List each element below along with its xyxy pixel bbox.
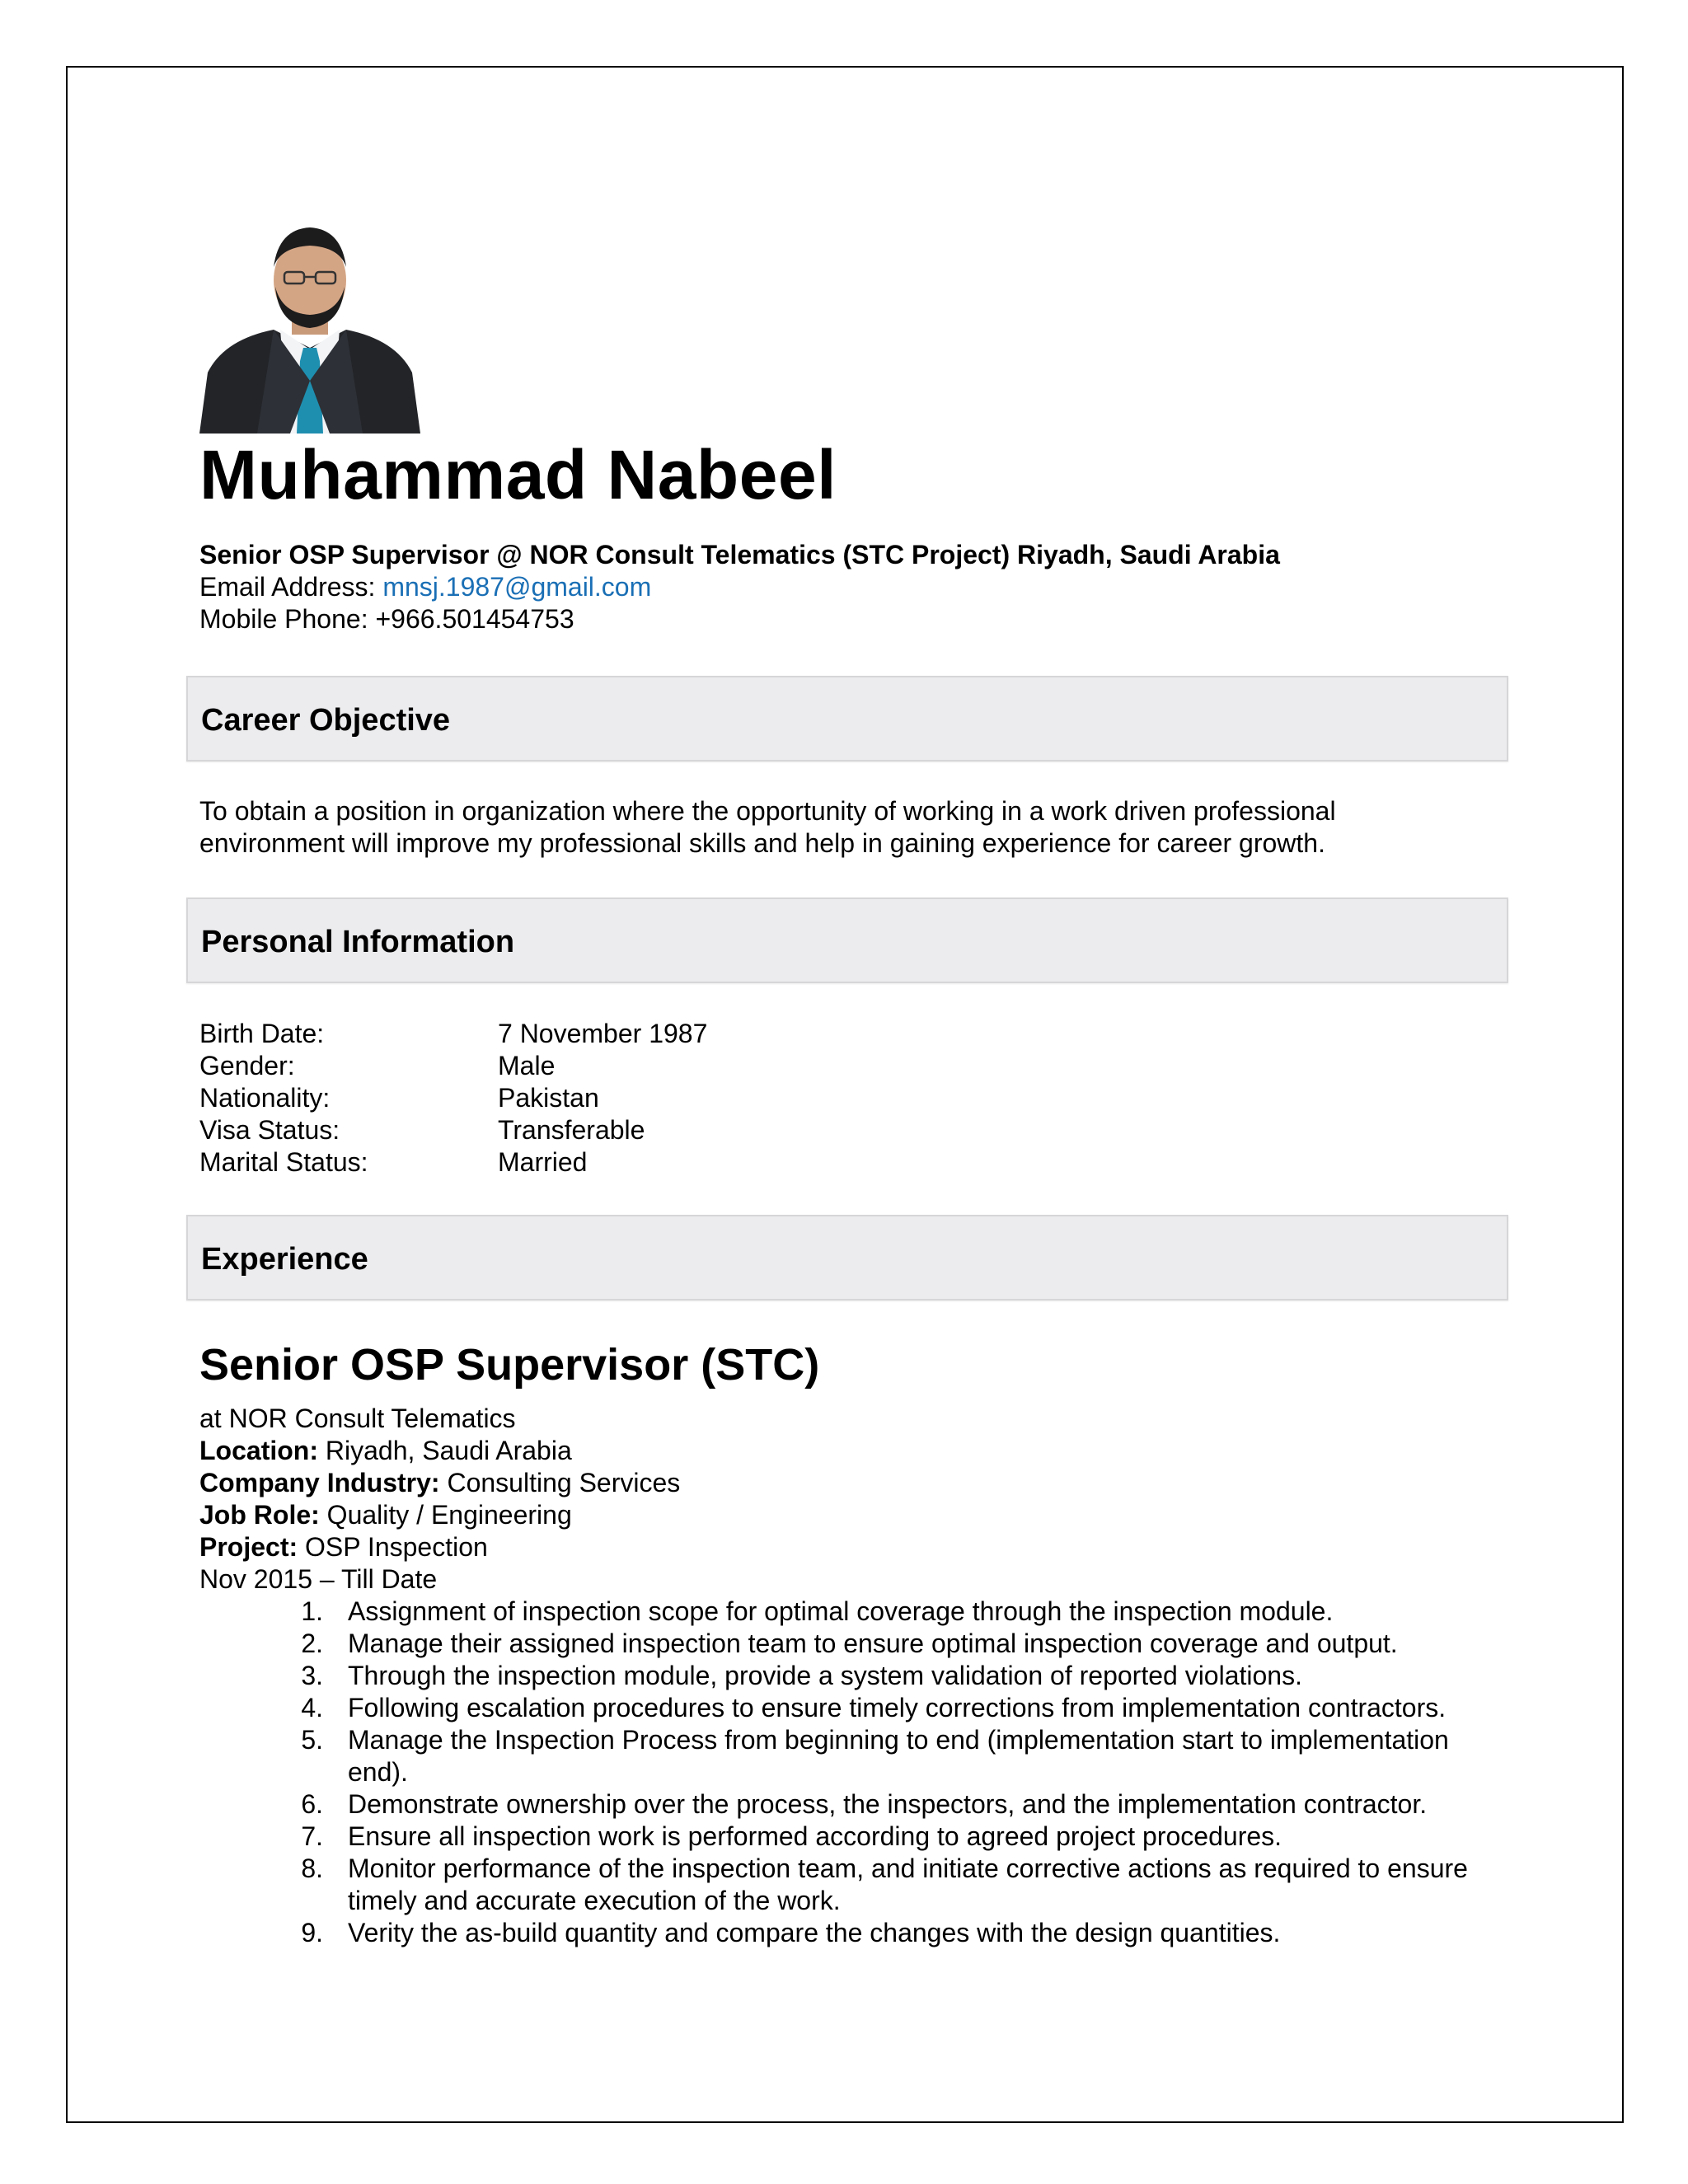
field-label: Project: xyxy=(199,1532,298,1562)
field-value: Riyadh, Saudi Arabia xyxy=(317,1436,572,1465)
section-personal-information xyxy=(186,898,1508,983)
info-label: Marital Status: xyxy=(199,1147,368,1177)
list-text: Demonstrate ownership over the process, the inspectors, and the implementation contractor. xyxy=(348,1789,1428,1819)
section-experience xyxy=(186,1215,1508,1301)
list-item xyxy=(199,1628,1518,1660)
list-number: 2. xyxy=(301,1629,323,1658)
field-value: Consulting Services xyxy=(439,1468,681,1497)
info-value: 7 November 1987 xyxy=(498,1019,708,1048)
info-row xyxy=(199,1050,707,1082)
list-number: 7. xyxy=(301,1821,323,1851)
info-value: Pakistan xyxy=(498,1083,599,1113)
info-row xyxy=(199,1018,707,1050)
section-heading: Career Objective xyxy=(201,703,451,738)
job-industry xyxy=(199,1467,680,1499)
field-label: Company Industry: xyxy=(199,1468,440,1497)
list-item xyxy=(199,1788,1518,1821)
job-location xyxy=(199,1435,680,1467)
info-value: Male xyxy=(498,1051,556,1080)
list-text: Monitor performance of the inspection team, and initiate corrective actions as required to ensure timely and accurate execution of the work. xyxy=(348,1854,1468,1915)
list-number: 1. xyxy=(301,1596,323,1626)
info-row xyxy=(199,1146,707,1179)
section-heading: Personal Information xyxy=(201,925,515,959)
field-label: Location: xyxy=(199,1436,318,1465)
list-item xyxy=(199,1596,1518,1628)
job-project xyxy=(199,1531,680,1563)
list-number: 4. xyxy=(301,1693,323,1722)
info-label: Gender: xyxy=(199,1051,295,1080)
list-text: Manage the Inspection Process from beginning to end (implementation start to implementation end). xyxy=(348,1725,1449,1787)
list-number: 9. xyxy=(301,1918,323,1947)
field-label: Job Role: xyxy=(199,1500,320,1530)
list-text: Manage their assigned inspection team to ensure optimal inspection coverage and output. xyxy=(348,1629,1398,1658)
list-text: Ensure all inspection work is performed according to agreed project procedures. xyxy=(348,1821,1282,1851)
field-value: Quality / Engineering xyxy=(319,1500,572,1530)
info-value: Married xyxy=(498,1147,588,1177)
list-item xyxy=(199,1724,1518,1788)
info-label: Visa Status: xyxy=(199,1115,340,1145)
list-text: Following escalation procedures to ensure timely corrections from implementation contractors. xyxy=(348,1693,1447,1722)
list-number: 8. xyxy=(301,1854,323,1883)
job-dates: Nov 2015 – Till Date xyxy=(199,1564,438,1594)
job-company: at NOR Consult Telematics xyxy=(199,1404,516,1433)
list-item xyxy=(199,1917,1518,1949)
email-link[interactable]: mnsj.1987@gmail.com xyxy=(382,572,652,602)
list-text: Verity the as-build quantity and compare the changes with the design quantities. xyxy=(348,1918,1281,1947)
info-label: Nationality: xyxy=(199,1083,331,1113)
email-line xyxy=(199,571,1280,603)
headline: Senior OSP Supervisor @ NOR Consult Telematics (STC Project) Riyadh, Saudi Arabia xyxy=(199,540,1280,569)
objective-text: To obtain a position in organization where the opportunity of working in a work driven professional environment will improve my professional skills and help in gaining experience for career growth. xyxy=(199,796,1336,858)
section-career-objective xyxy=(186,676,1508,762)
phone-label: Mobile Phone: xyxy=(199,604,376,634)
candidate-name: Muhammad Nabeel xyxy=(199,436,837,513)
field-value: OSP Inspection xyxy=(298,1532,488,1562)
list-text: Through the inspection module, provide a system validation of reported violations. xyxy=(348,1661,1302,1690)
job-title: Senior OSP Supervisor (STC) xyxy=(199,1340,820,1390)
list-number: 5. xyxy=(301,1725,323,1755)
personal-info-table xyxy=(199,1018,707,1179)
info-row xyxy=(199,1114,707,1146)
list-item xyxy=(199,1821,1518,1853)
contact-block xyxy=(199,539,1280,635)
profile-photo xyxy=(199,216,420,434)
job-role xyxy=(199,1499,680,1531)
list-number: 6. xyxy=(301,1789,323,1819)
email-label: Email Address: xyxy=(199,572,383,602)
info-value: Transferable xyxy=(498,1115,645,1145)
duties-list xyxy=(199,1596,1518,1949)
list-item xyxy=(199,1692,1518,1724)
phone-line xyxy=(199,603,1280,635)
info-row xyxy=(199,1082,707,1114)
list-item xyxy=(199,1853,1518,1917)
list-item xyxy=(199,1660,1518,1692)
job-details xyxy=(199,1403,680,1596)
section-heading: Experience xyxy=(201,1242,368,1277)
list-number: 3. xyxy=(301,1661,323,1690)
info-label: Birth Date: xyxy=(199,1019,325,1048)
list-text: Assignment of inspection scope for optimal coverage through the inspection module. xyxy=(348,1596,1334,1626)
phone-number: +966.501454753 xyxy=(375,604,574,634)
